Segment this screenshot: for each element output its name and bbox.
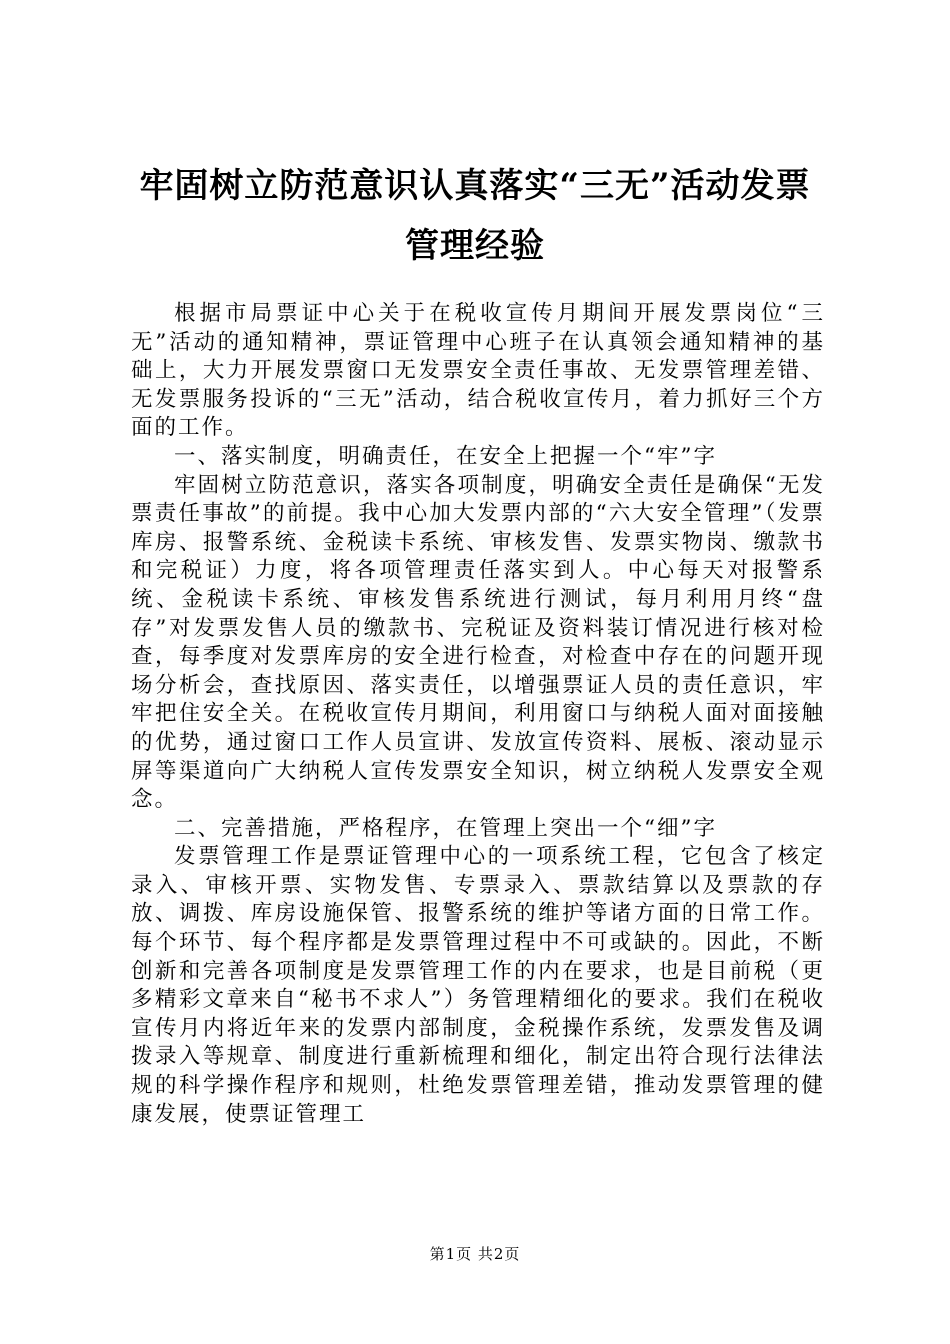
title-line-1: 牢固树立防范意识认真落实“三无”活动发票	[139, 166, 811, 206]
document-body	[131, 300, 825, 1129]
page-footer: 第1页 共2页	[429, 1245, 521, 1263]
section-1-paragraph: 牢固树立防范意识，落实各项制度，明确安全责任是确保“无发票责任事故”的前提。我中心加大发票内部的“六大安全管理”（发票库房、报警系统、金税读卡系统、审核发售、发票实物岗、缴款书和完税证）力度，将各项管理责任落实到人。中心每天对报警系统、金税读卡系统、审核发售系统进行测试，每月利用月终“盘存”对发票发售人员的缴款书、完税证及资料装订情况进行核对检查，每季度对发票库房的安全进行检查，对检查中存在的问题开现场分析会，查找原因、落实责任，以增强票证人员的责任意识，牢牢把住安全关。在税收宣传月期间，利用窗口与纳税人面对面接触的优势，通过窗口工作人员宣讲、发放宣传资料、展板、滚动显示屏等渠道向广大纳税人宣传发票安全知识，树立纳税人发票安全观念。	[131, 472, 825, 813]
document-title	[80, 158, 870, 274]
section-heading-1: 一、落实制度，明确责任，在安全上把握一个“牢”字	[174, 443, 717, 469]
title-line-2: 管理经验	[405, 226, 545, 266]
intro-paragraph: 根据市局票证中心关于在税收宣传月期间开展发票岗位“三无”活动的通知精神，票证管理中心班子在认真领会通知精神的基础上，大力开展发票窗口无发票安全责任事故、无发票管理差错、无发票服务投诉的“三无”活动，结合税收宣传月，着力抓好三个方面的工作。	[131, 301, 825, 441]
section-heading-2: 二、完善措施，严格程序，在管理上突出一个“细”字	[174, 815, 717, 841]
section-2-paragraph: 发票管理工作是票证管理中心的一项系统工程，它包含了核定录入、审核开票、实物发售、专票录入、票款结算以及票款的存放、调拨、库房设施保管、报警系统的维护等诸方面的日常工作。每个环节、每个程序都是发票管理过程中不可或缺的。因此，不断创新和完善各项制度是发票管理工作的内在要求，也是目前税（更多精彩文章来自“秘书不求人”）务管理精细化的要求。我们在税收宣传月内将近年来的发票内部制度，金税操作系统，发票发售及调拨录入等规章、制度进行重新梳理和细化，制定出符合现行法律法规的科学操作程序和规则，杜绝发票管理差错，推动发票管理的健康发展，使票证管理工	[131, 844, 825, 1127]
